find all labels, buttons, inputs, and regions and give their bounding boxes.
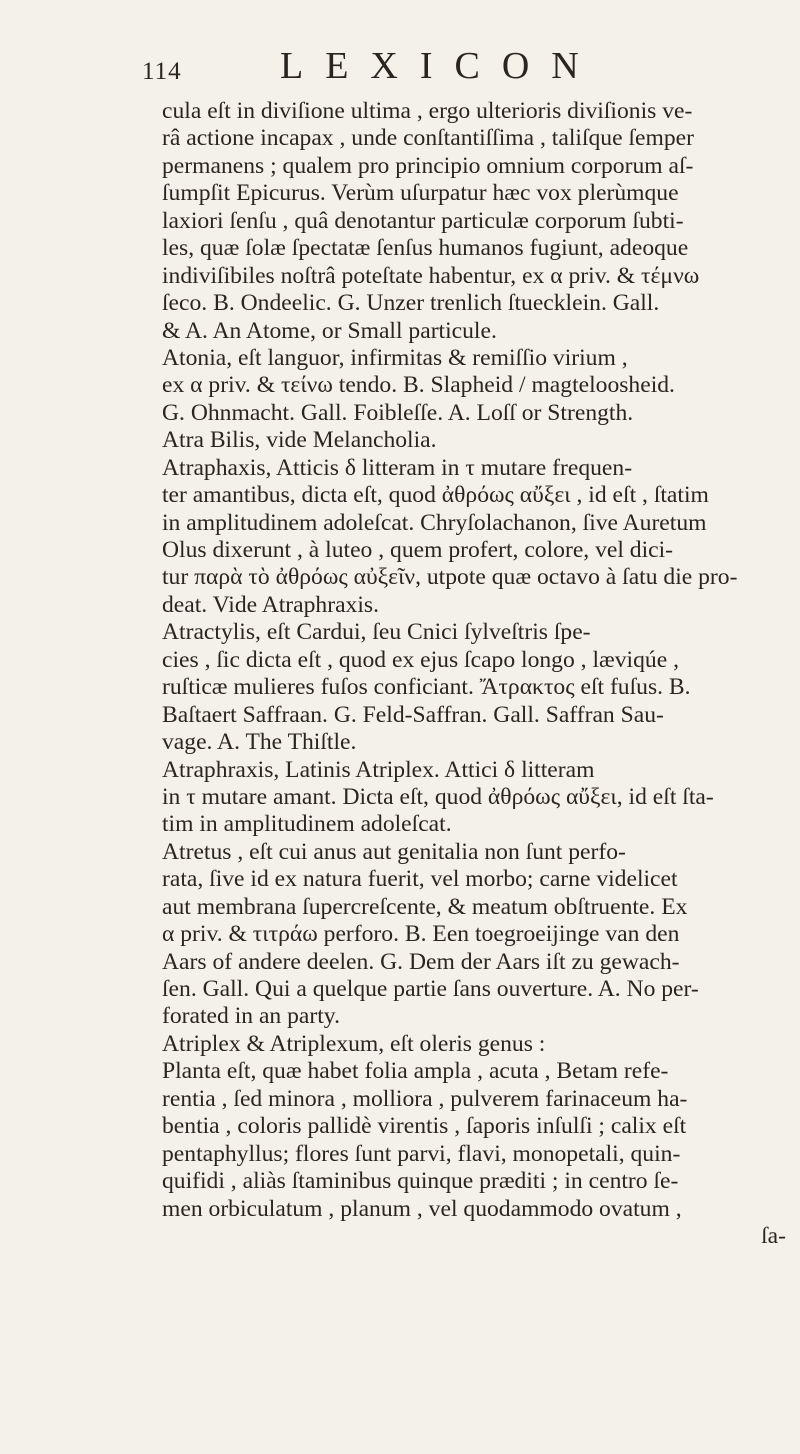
- text-line: Olus dixerunt , à luteo , quem profert, colore, vel dici-: [162, 537, 674, 563]
- text-line: in amplitudinem adoleſcat. Chryſolachanon, ſive Auretum: [162, 509, 707, 536]
- text-line: deat. Vide Atraphraxis.: [162, 591, 379, 618]
- text-line: forated in an party.: [162, 1003, 340, 1030]
- text-line: pentaphyllus; flores ſunt parvi, flavi, monopetali, quin-: [162, 1140, 681, 1167]
- catchword: ſa-: [761, 1222, 786, 1249]
- text-line: râ actione incapax , unde conſtantiſſima , taliſque ſemper: [162, 125, 694, 152]
- page-number: 114: [142, 58, 182, 85]
- text-line: ſeco. B. Ondeelic. G. Unzer trenlich ſtuecklein. Gall.: [162, 290, 660, 317]
- text-line: Atra Bilis, vide Melancholia.: [162, 427, 437, 454]
- page-title: LEXICON: [280, 45, 601, 87]
- text-line: laxiori ſenſu , quâ denotantur particulæ corporum ſubti-: [162, 207, 684, 234]
- text-line: ſen. Gall. Qui a quelque partie ſans ouverture. A. No per-: [162, 976, 699, 1002]
- running-head: [142, 44, 740, 94]
- text-line: bentia , coloris pallidè virentis , ſaporis inſulſi ; calix eſt: [162, 1113, 687, 1140]
- text-line: aut membrana ſupercreſcente, & meatum obſtruente. Ex: [162, 893, 688, 920]
- text-line: G. Ohnmacht. Gall. Foibleſſe. A. Loſſ or Strength.: [162, 399, 634, 426]
- text-line: α priv. & τιτράω perforo. B. Een toegroeijinge van den: [162, 921, 680, 948]
- text-line: indiviſibiles noſtrâ poteſtate habentur, ex α priv. & τέμνω: [162, 262, 700, 289]
- text-line: Atonia, eſt languor, infirmitas & remiſſio virium ,: [162, 344, 628, 371]
- text-line: tim in amplitudinem adoleſcat.: [162, 811, 452, 838]
- text-line: les, quæ ſolæ ſpectatæ ſenſus humanos fugiunt, adeoque: [162, 235, 689, 262]
- text-line: tur παρὰ τὸ ἀθρόως αὐξεῖν, utpote quæ octavo à ſatu die pro-: [162, 564, 738, 591]
- text-line: ter amantibus, dicta eſt, quod ἀθρόως αὔξει , id eſt , ſtatim: [162, 482, 709, 509]
- text-line: Baſtaert Saffraan. G. Feld-Saffran. Gall. Saffran Sau-: [162, 701, 664, 728]
- text-line: ruſticæ mulieres fuſos conficiant. Ἄτρακτος eſt fuſus. B.: [162, 674, 691, 701]
- text-line: & A. An Atome, or Small particule.: [162, 317, 497, 344]
- text-line: Atraphraxis, Latinis Atriplex. Attici δ litteram: [162, 756, 595, 783]
- text-line: permanens ; qualem pro principio omnium corporum aſ-: [162, 152, 694, 179]
- text-line: rata, ſive id ex natura fuerit, vel morbo; carne videlicet: [162, 866, 678, 893]
- text-line: quifidi , aliàs ſtaminibus quinque præditi ; in centro ſe-: [162, 1168, 679, 1195]
- text-line: men orbiculatum , planum , vel quodammodo ovatum ,: [162, 1195, 682, 1222]
- text-line: Atraphaxis, Atticis δ litteram in τ mutare frequen-: [162, 454, 633, 481]
- text-line: cies , ſic dicta eſt , quod ex ejus ſcapo longo , læviqúe ,: [162, 646, 679, 673]
- text-line: rentia , ſed minora , molliora , pulverem farinaceum ha-: [162, 1085, 688, 1112]
- text-line: cula eſt in diviſione ultima , ergo ulterioris diviſionis ve-: [162, 98, 693, 124]
- text-line: Atretus , eſt cui anus aut genitalia non ſunt perfo-: [162, 838, 626, 865]
- text-line: Planta eſt, quæ habet folia ampla , acuta , Betam refe-: [162, 1058, 669, 1085]
- text-line: Aars of andere deelen. G. Dem der Aars iſt zu gewach-: [162, 948, 680, 975]
- text-line: Atriplex & Atriplexum, eſt oleris genus :: [162, 1030, 546, 1057]
- text-line: Atractylis, eſt Cardui, ſeu Cnici ſylveſtris ſpe-: [162, 619, 591, 646]
- dictionary-text: [162, 98, 792, 1250]
- text-line: ſumpſit Epicurus. Verùm uſurpatur hæc vox plerùmque: [162, 180, 679, 207]
- text-line: in τ mutare amant. Dicta eſt, quod ἀθρόως αὔξει, id eſt ſta-: [162, 783, 714, 810]
- text-line: ex α priv. & τείνω tendo. B. Slapheid / magteloosheid.: [162, 372, 675, 399]
- text-line: vage. A. The Thiſtle.: [162, 729, 357, 756]
